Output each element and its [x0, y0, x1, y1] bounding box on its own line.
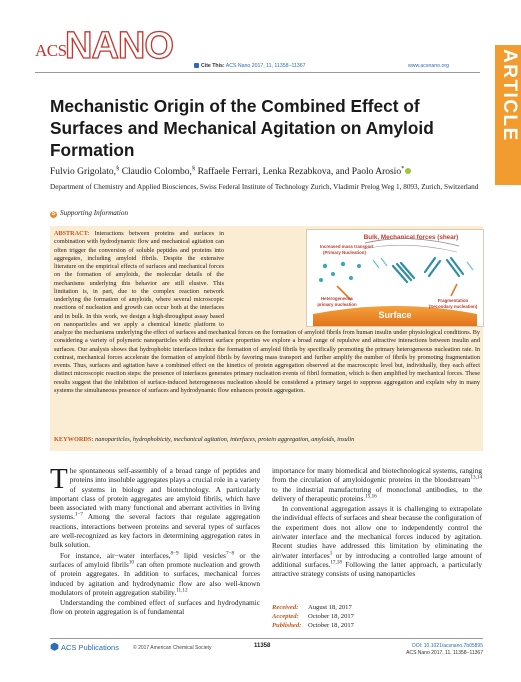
accepted-row: Accepted: October 18, 2017	[272, 613, 354, 621]
affiliation: Department of Chemistry and Applied Biosciences, Swiss Federal Institute of Technology Zurich, Vladimir Prelog Weg 1, 8093, Zurich, Switzerland	[50, 183, 479, 191]
corresponding-mark: *	[401, 164, 405, 172]
keywords-label: KEYWORDS:	[54, 436, 94, 443]
body-paragraph: importance for many biomedical and biotechnological systems, ranging from the circulation of amyloidogenic proteins in the bloodstream$^{13,14}$ to the industrial manufacturing of monoclonal antibodies, to the delivery of therapeutic proteins.$^{15,16}$	[272, 466, 482, 503]
page-number: 11358	[254, 643, 271, 649]
toc-hetero-1: Heterogeneous	[321, 296, 353, 301]
acs-hexagon-icon	[50, 642, 59, 651]
abstract-text: Interactions between proteins and surfaces in combination with hydrodynamic flow and mechanical agitation can often trigger the conversion of soluble peptides and proteins into aggregates, including amyloid fibrils. Despite the extensive literature on the empirical effects of surfaces and mechanical forces on the formation of amyloids, the molecular details of the mechanisms underlying this behavior are still elusive. This limitation is, in part, due to the complex reaction network underlying the formation of amyloids, where several microscopic reactions of nucleation and growth can occur both at the interfaces and in bulk. In this work, we design a high-throughput assay based on nanoparticles and we apply a chemical kinetic platform to analyze the mechanisms underlying the effect of surfaces and mechanical forces on the formation of amyloid fibrils from human insulin under physiological conditions. By considering a variety of polymeric nanoparticles with different surface properties we explore a broad range of repulsive and attractive interactions between insulin and surfaces. Our analysis shows that hydrophobic interfaces induce the formation of amyloid fibrils by specifically promoting the primary heterogeneous nucleation rate. In contrast, mechanical forces accelerate the formation of amyloid fibrils by favoring mass transport and further amplify the number of fibrils by promoting fragmentation events. Thus, surfaces and agitation have a combined effect on the kinetics of protein aggregation observed at the macroscopic level but, individually, they each affect distinct microscopic reaction steps: the presence of interfaces generates primary nucleation events of fibril formation, which is then amplified by mechanical forces. These results suggest that the inhibition of surface-induced heterogeneous nucleation should be considered a primary target to suppress aggregation and explain why in many systems the simultaneous presence of surfaces and hydrodynamic flow enhances protein aggregation.	[54, 230, 480, 394]
received-row: Received: August 18, 2017	[272, 604, 352, 611]
body-paragraph: For instance, air−water interfaces,$^{8-9}$ lipid vesicles$^{7-8}$ or the surfaces of amyloid fibrils$^{10}$ can often promote nucleation and growth of protein aggregates. In addition to surfaces, mechanical forces induced by agitation and hydrodynamic flow are also well-known modulators of protein aggregation stability.$^{11,12}$	[50, 550, 260, 597]
section-tab	[495, 45, 521, 185]
section-label: ARTICLE	[499, 49, 520, 142]
citation[interactable]: 1−7	[74, 512, 83, 519]
author-3[interactable]: Raffaele Ferrari, Lenka Rezabkova, and Paolo Arosio	[197, 167, 402, 177]
drop-cap: T	[50, 463, 68, 495]
journal-logo	[35, 20, 173, 67]
abstract	[54, 230, 480, 395]
citation[interactable]: 8−9	[170, 550, 179, 557]
citation[interactable]: 13,14	[470, 474, 482, 481]
body-paragraph: The spontaneous self-assembly of a broad range of peptides and proteins into insoluble aggregates plays a crucial role in a variety of systems in biology and biotechnology. A particularly important class of protein aggregates are amyloid fibrils, which have been associated with many functional and aberrant activities in living systems.$^{1-7}$ Among the several factors that regulate aggregation reactions, interactions between proteins and several types of surfaces are well-recognized as key factors in determining aggregation rates in bulk solution.	[50, 463, 260, 550]
abstract-label: ABSTRACT:	[54, 230, 90, 237]
author-2[interactable]: Claudio Colombo,	[121, 167, 192, 177]
toc-float-spacer	[224, 230, 480, 327]
toc-fragmentation: Fragmentation	[437, 298, 469, 303]
citation[interactable]: 11,12	[176, 587, 188, 594]
acs-publications-logo[interactable]	[50, 642, 119, 652]
footer-rule	[50, 638, 483, 639]
toc-primary-nucleation: (Primary Nucleation)	[323, 250, 366, 255]
body-paragraph: Understanding the combined effect of surfaces and hydrodynamic flow on protein aggregation is of fundamental	[50, 598, 260, 617]
publisher-name: ACS Publications	[61, 643, 119, 652]
header-rule	[35, 72, 480, 73]
toc-mass-transport: Increased mass transport	[320, 244, 374, 249]
logo-nano: NANO	[65, 25, 173, 67]
footer-citation: ACS Nano 2017, 11, 11358−11367	[406, 649, 483, 656]
citation[interactable]: 1	[329, 550, 333, 557]
toc-surface-label: Surface	[378, 310, 412, 320]
cite-this[interactable]	[194, 63, 306, 69]
body-column-left	[50, 463, 260, 618]
keywords-text: nanoparticles, hydrophobicity, mechanical agitation, interfaces, protein aggregation, amyloids, insulin	[95, 436, 355, 443]
cite-icon	[194, 63, 199, 68]
author-1[interactable]: Fulvio Grigolato,	[50, 167, 116, 177]
doi-block	[399, 643, 483, 656]
author-list: Fulvio Grigolato,§ Claudio Colombo,§ Raffaele Ferrari, Lenka Rezabkova, and Paolo Arosio*	[50, 167, 480, 177]
citation[interactable]: 17,18	[330, 559, 342, 566]
supporting-info-label: Supporting Information	[60, 209, 129, 217]
doi-link[interactable]: DOI: 10.1021/acsnano.7b05895	[412, 643, 483, 649]
body-paragraph: In conventional aggregation assays it is challenging to extrapolate the individual effects of surfaces and shear because the configuration of the experiment does not allow one to independently control the air/water interface and the mechanical forces induced by agitation. Recent studies have addressed this limitation by eliminating the air/water interfaces$^1$ or by introducing a controlled large amount of additional surfaces.$^{17,18}$ Following the latter approach, a particularly attractive strategy consists of using nanoparticles	[272, 504, 482, 579]
citation[interactable]: 10	[128, 559, 134, 566]
toc-bulk-label: Bulk, Mechanical forces (shear)	[363, 234, 459, 241]
body-column-right	[272, 466, 482, 580]
citation[interactable]: 7−8	[226, 550, 235, 557]
citation[interactable]: 15,16	[365, 493, 377, 500]
published-row: Published: October 18, 2017	[272, 622, 354, 630]
publication-dates	[272, 603, 354, 631]
toc-hetero-2: primary nucleation	[317, 302, 357, 307]
toc-secondary-nucleation: (Secondary nucleation)	[428, 304, 478, 309]
cite-reference[interactable]: ACS Nano 2017, 11, 11358−11367	[225, 63, 306, 69]
supporting-info-icon: S	[51, 211, 56, 217]
article-title: Mechanistic Origin of the Combined Effect of Surfaces and Mechanical Agitation on Amyloid Formation	[50, 96, 434, 160]
cite-label: Cite This:	[201, 63, 225, 69]
copyright: © 2017 American Chemical Society	[133, 645, 212, 651]
orcid-icon[interactable]	[405, 168, 411, 174]
keywords	[54, 436, 480, 443]
logo-acs: ACS	[35, 41, 67, 60]
supporting-info-link[interactable]	[50, 209, 128, 218]
journal-website[interactable]: www.acsnano.org	[408, 63, 449, 69]
